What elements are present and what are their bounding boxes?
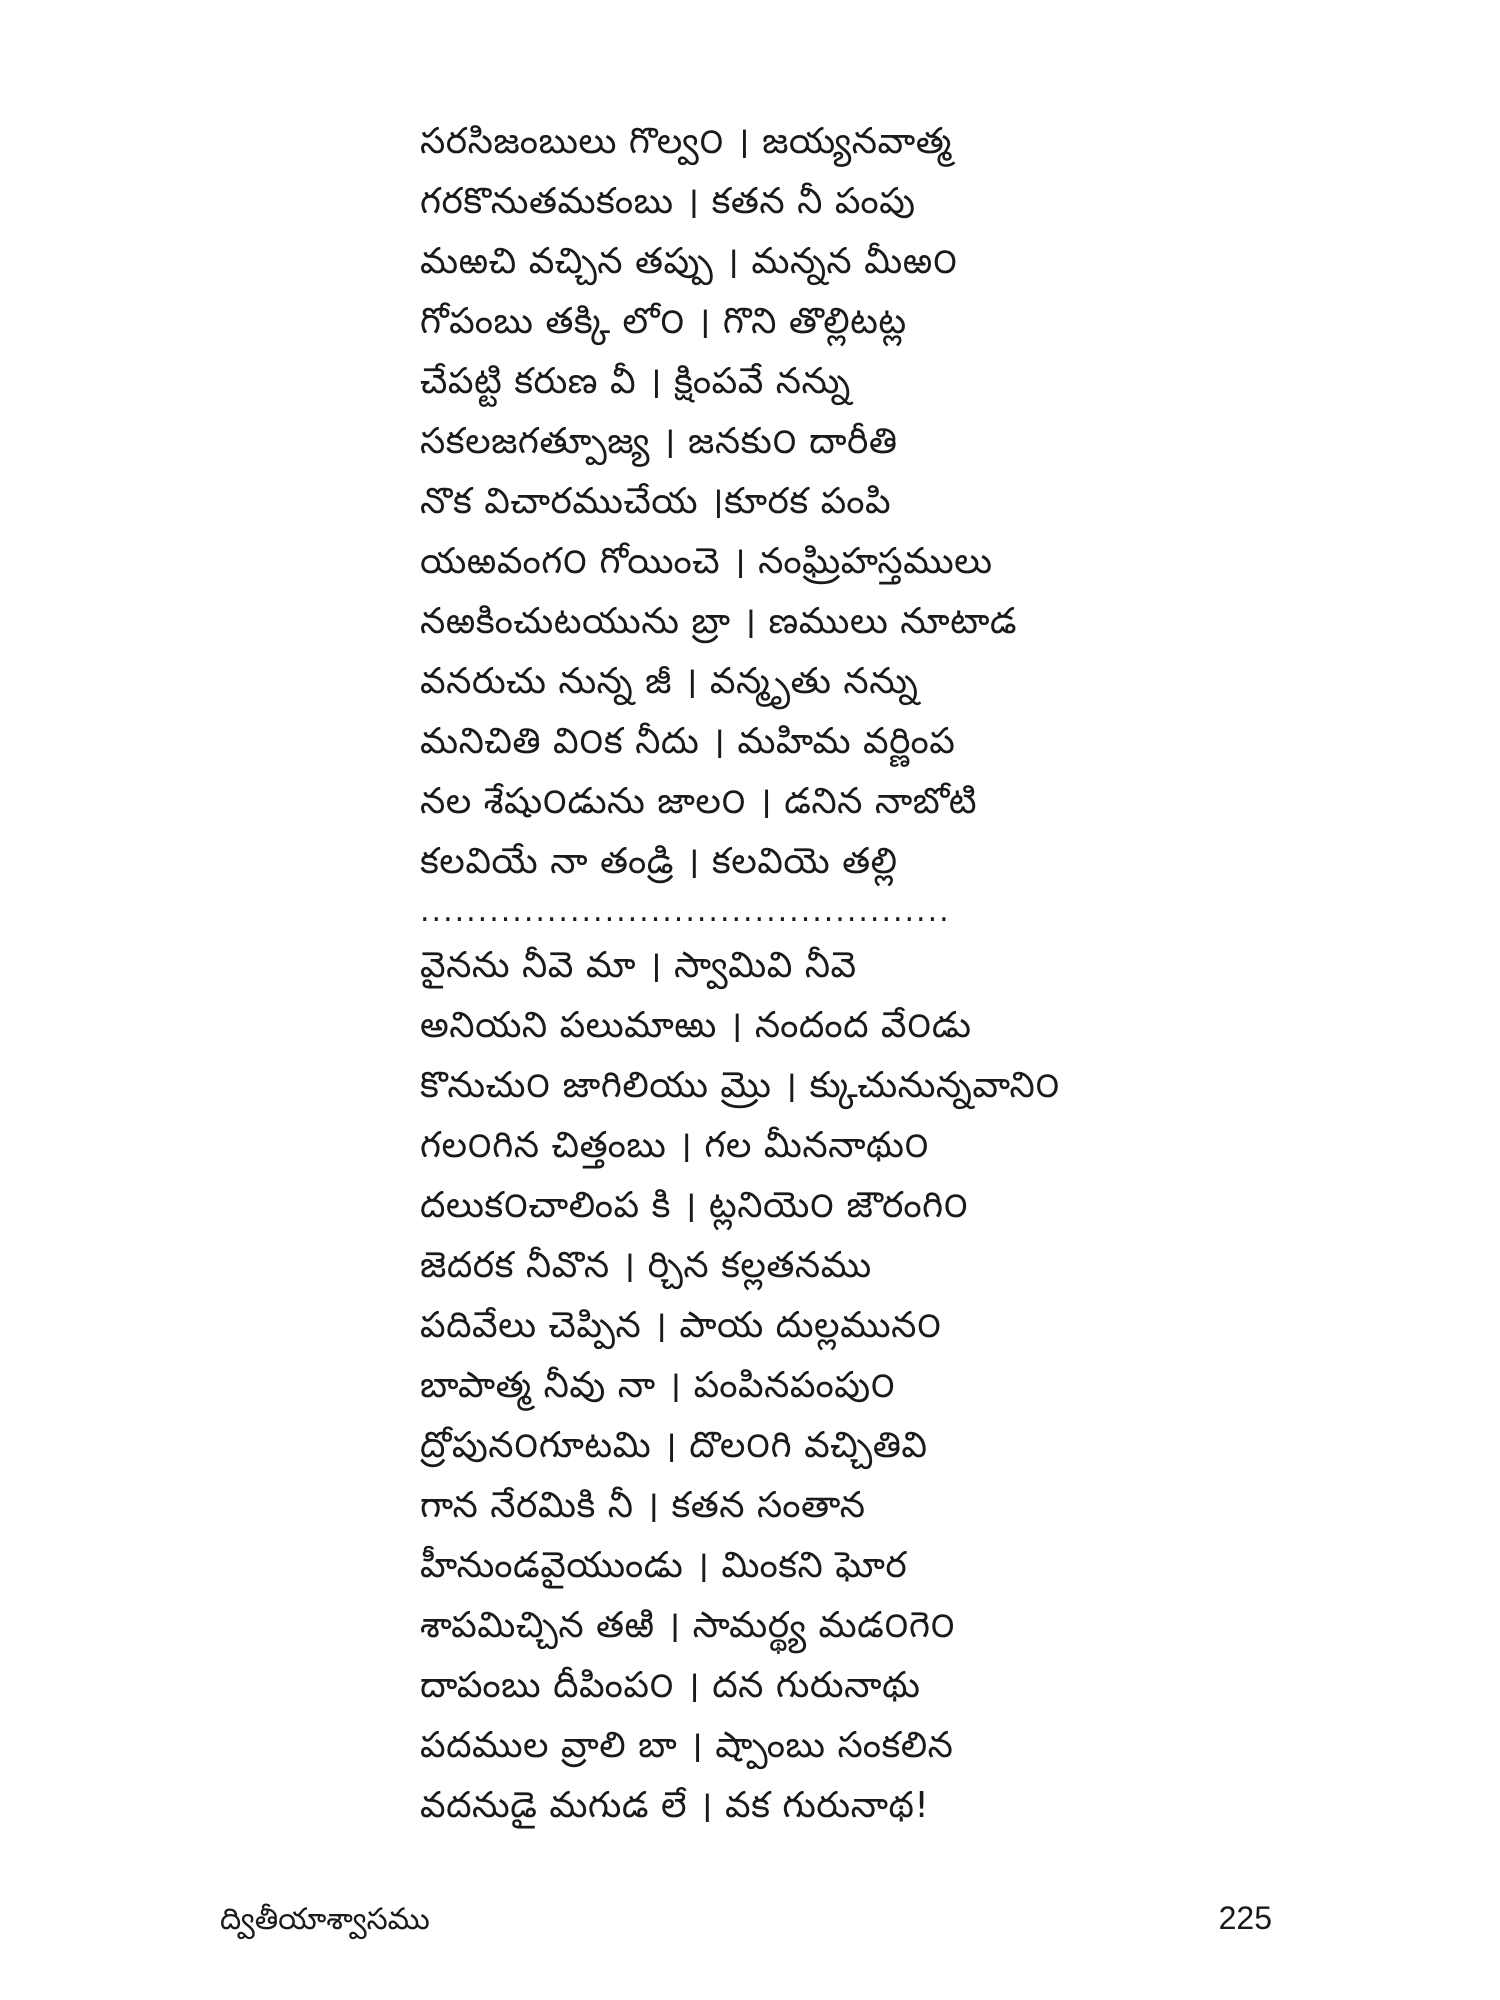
verse-line: శాపమిచ్చిన తఱి । సామర్థ్య మడ౦గె౦ xyxy=(420,1605,956,1646)
verse-line: సకలజగత్పూజ్య । జనకు౦ దారీతి xyxy=(420,421,898,462)
page-number: 225 xyxy=(1218,1900,1272,1936)
verse-line: దలుక౦చాలింప కి । ట్లనియె౦ జౌరంగి౦ xyxy=(420,1185,969,1226)
verse-line: గరకొనుతమకంబు । కతన నీ పంపు xyxy=(420,181,916,222)
verse-line: పదివేలు చెప్పిన । పాయ దుల్లమున౦ xyxy=(420,1305,942,1346)
verse-line: కలవియే నా తండ్రి । కలవియె తల్లి xyxy=(420,841,898,882)
verse-line: బాపాత్మ నీవు నా । పంపినపంపు౦ xyxy=(420,1365,896,1406)
verse-line: గోపంబు తక్కి లో౦ । గొని తొల్లిటట్ల xyxy=(420,301,907,342)
verse-line: సరసిజంబులు గొల్వ౦ । జయ్యనవాత్మ xyxy=(420,121,952,162)
verse-block xyxy=(420,112,1060,1836)
dotted-separator: .............................................. xyxy=(420,894,951,929)
verse-line: వదనుడై మగుడ లే । వక గురునాథ! xyxy=(420,1785,930,1826)
page-footer xyxy=(220,1900,1272,1944)
verse-line: వనరుచు నున్న జీ । వన్మృతు నన్ను xyxy=(420,661,919,702)
verse-line: మనిచితి వి౦క నీదు । మహిమ వర్ణింప xyxy=(420,721,956,762)
verse-line: కొనుచు౦ జాగిలియు మ్రొ । క్కుచునున్నవాని౦ xyxy=(420,1065,1061,1106)
verse-line: గల౦గిన చిత్తంబు । గల మీననాథు౦ xyxy=(420,1125,930,1166)
verse-line: ద్రోపున౦గూటమి । దొల౦గి వచ్చితివి xyxy=(420,1425,928,1466)
verse-line: జెదరక నీవొన । ర్చిన కల్లతనము xyxy=(420,1245,872,1286)
verse-line: యఱవంగ౦ గోయించె । నంఘ్రిహస్తములు xyxy=(420,541,993,582)
verse-line: హీనుండవైయుండు । మింకని ఘోర xyxy=(420,1545,908,1586)
verse-line: దాపంబు దీపింప౦ । దన గురునాథు xyxy=(420,1665,921,1706)
verse-line: అనియని పలుమాఱు । నందంద వే౦డు xyxy=(420,1005,972,1046)
verse-line: నొక విచారముచేయ ।కూరక పంపి xyxy=(420,481,892,522)
verse-line: నల శేషు౦డును జాల౦ । డనిన నాబోటి xyxy=(420,781,978,822)
running-title: ద్వితీయాశ్వాసము xyxy=(220,1902,430,1937)
verse-line: వైనను నీవె మా । స్వామివి నీవె xyxy=(420,945,857,986)
verse-line: చేపట్టి కరుణ వీ । క్షింపవే నన్ను xyxy=(420,361,851,402)
verse-line: మఱచి వచ్చిన తప్పు । మన్నన మీఱ౦ xyxy=(420,241,958,282)
verse-line: పదముల వ్రాలి బా । ష్పాంబు సంకలిన xyxy=(420,1725,954,1766)
verse-line: గాన నేరమికి నీ । కతన సంతాన xyxy=(420,1485,866,1526)
verse-line: నఱకించుటయును బ్రా । ణములు నూటాడ xyxy=(420,601,1018,642)
